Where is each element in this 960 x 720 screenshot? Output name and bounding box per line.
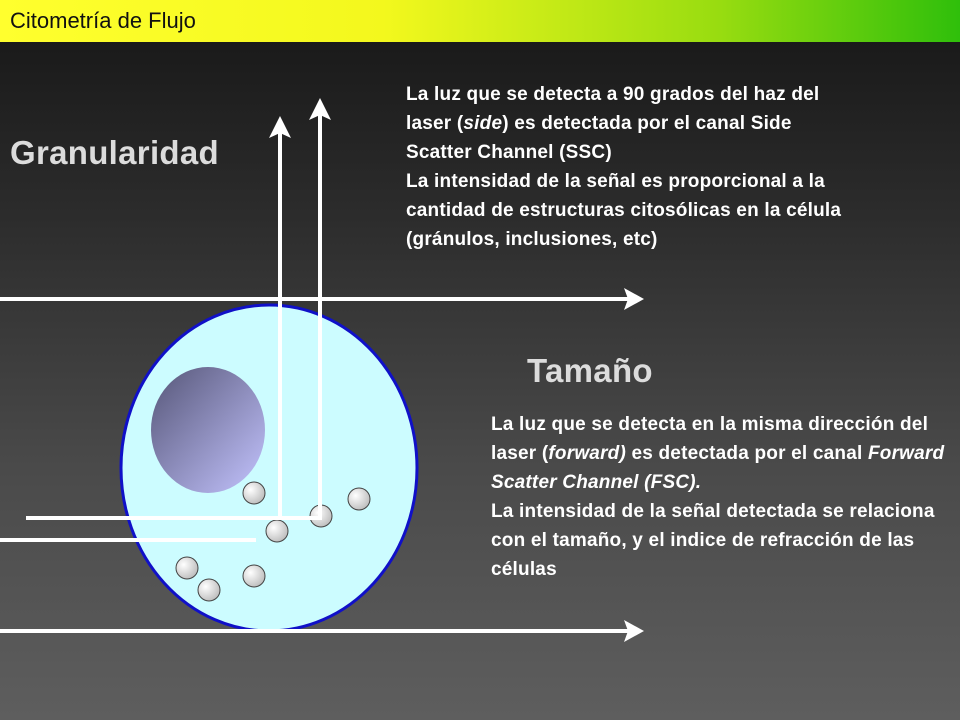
fsc-definition: La luz que se detecta en la misma dirección del laser (forward) es detectada por el canal Forward Scatter Channel (FSC).	[491, 414, 945, 493]
heading-tamano: Tamaño	[527, 352, 653, 389]
slide-title: Citometría de Flujo	[10, 8, 196, 33]
ssc-intensity: La intensidad de la señal es proporcional a la cantidad de estructuras citosólicas en la célula (gránulos, inclusiones, etc)	[406, 171, 842, 250]
granule	[243, 482, 265, 504]
granule	[243, 565, 265, 587]
fsc-description	[491, 410, 951, 584]
heading-granularidad: Granularidad	[10, 134, 219, 171]
ssc-description	[406, 80, 856, 254]
granule	[176, 557, 198, 579]
fsc-intensity: La intensidad de la señal detectada se relaciona con el tamaño, y el indice de refracción de las células	[491, 501, 935, 580]
ssc-definition: La luz que se detecta a 90 grados del haz del laser (side) es detectada por el canal Side Scatter Channel (SSC)	[406, 84, 820, 163]
granule	[348, 488, 370, 510]
granule	[266, 520, 288, 542]
nucleus	[151, 367, 265, 493]
granule	[198, 579, 220, 601]
